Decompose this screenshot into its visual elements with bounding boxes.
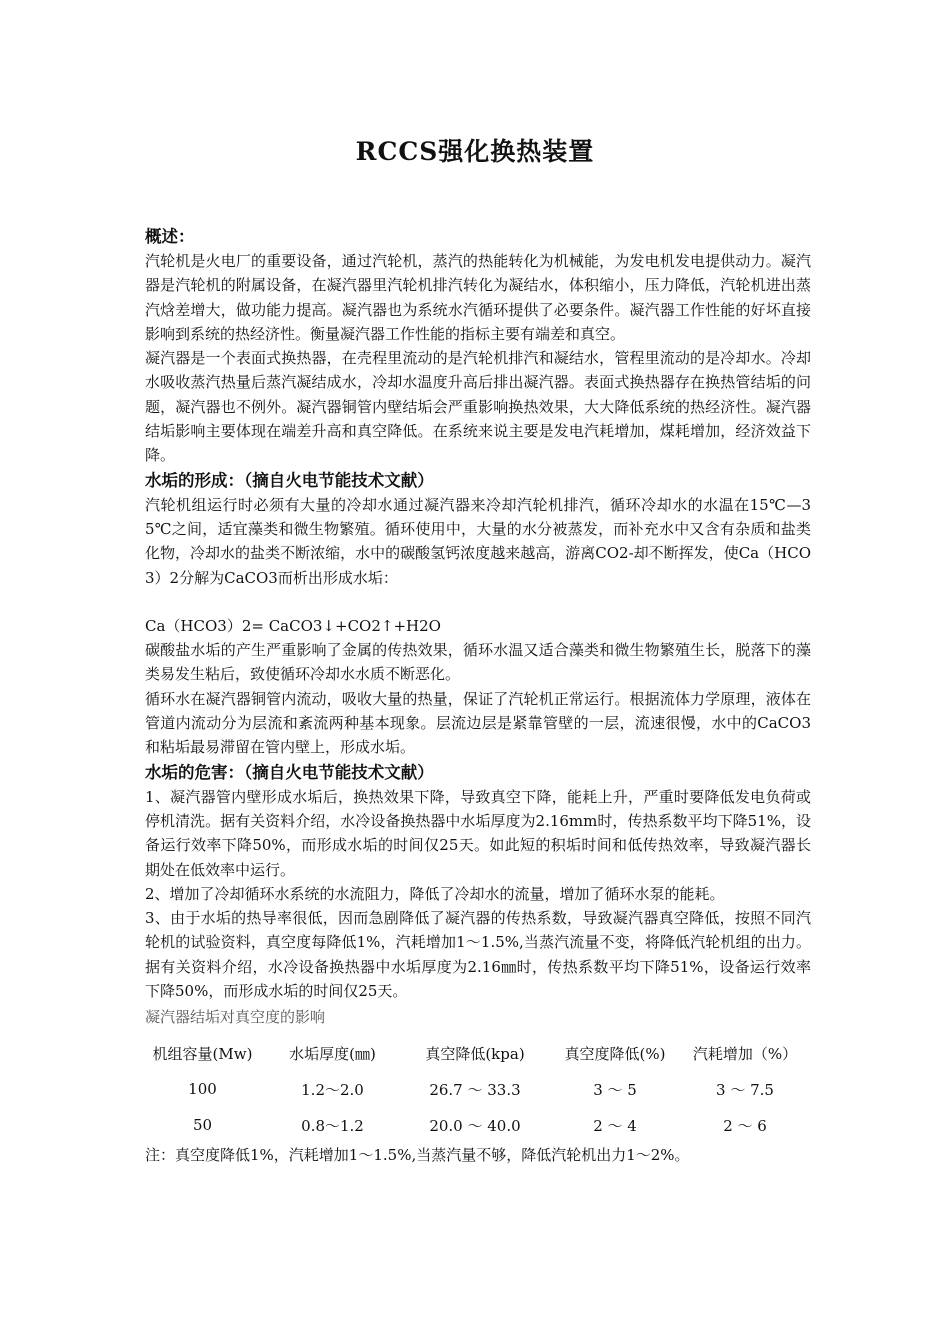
table-cell: 3 ～ 5 [593, 1080, 637, 1099]
harm-item-3: 3、由于水垢的热导率很低，因而急剧降低了凝汽器的传热系数，导致凝汽器真空降低，按照不同汽轮机的试验资料，真空度每降低1%，汽耗增加1～1.5%,当蒸汽流量不变，将降低汽轮机组的出力。据有关资料介绍，水冷设备换热器中水垢厚度为2.16㎜时，传热系数平均下降51%，设备运行效率下降50%，而形成水垢的时间仅25天。 [145, 909, 811, 1001]
table-cell: 50 [192, 1116, 213, 1135]
table-cell: 20.0 ～ 40.0 [429, 1116, 521, 1135]
table-cell: 2 ～ 6 [723, 1116, 767, 1135]
harm-heading: 水垢的危害：（摘自火电节能技术文献） [145, 762, 434, 782]
document-body [145, 224, 811, 1167]
table-cell: 1.2～2.0 [301, 1080, 364, 1099]
table-row [145, 1071, 805, 1107]
formation-paragraph-3: 循环水在凝汽器铜管内流动，吸收大量的热量，保证了汽轮机正常运行。根据流体力学原理，液体在管道内流动分为层流和紊流两种基本现象。层流边层是紧靠管壁的一层，流速很慢，水中的CaCO3和粘垢最易滞留在管内壁上，形成水垢。 [145, 689, 811, 757]
overview-heading: 概述： [145, 227, 195, 246]
formation-paragraph-1: 汽轮机组运行时必须有大量的冷却水通过凝汽器来冷却汽轮机排汽，循环冷却水的水温在15℃—35℃之间，适宜藻类和微生物繁殖。循环使用中，大量的水分被蒸发，而补充水中又含有杂质和盐类化物，冷却水的盐类不断浓缩，水中的碳酸氢钙浓度越来越高，游离CO2-却不断挥发，使Ca（HCO3）2分解为CaCO3而析出形成水垢： [145, 495, 811, 587]
table-row [145, 1107, 805, 1143]
formation-heading: 水垢的形成：（摘自火电节能技术文献） [145, 470, 434, 490]
formation-paragraph-2: 碳酸盐水垢的产生严重影响了金属的传热效果，循环水温又适合藻类和微生物繁殖生长，脱落下的藻类易发生粘后，致使循环冷却水水质不断恶化。 [145, 641, 811, 684]
table-cell: 3 ～ 7.5 [716, 1080, 774, 1099]
table-cell: 2 ～ 4 [593, 1116, 637, 1135]
harm-item-1: 1、凝汽器管内壁形成水垢后，换热效果下降，导致真空下降，能耗上升，严重时要降低发电负荷或停机清洗。据有关资料介绍，水冷设备换热器中水垢厚度为2.16mm时，传热系数平均下降51%，设备运行效率下降50%，而形成水垢的时间仅25天。如此短的积垢时间和低传热效率，导致凝汽器长期处在低效率中运行。 [145, 787, 811, 879]
document-title: RCCS强化换热装置 [355, 137, 595, 166]
overview-paragraph-1: 汽轮机是火电厂的重要设备，通过汽轮机，蒸汽的热能转化为机械能，为发电机发电提供动力。凝汽器是汽轮机的附属设备，在凝汽器里汽轮机排汽转化为凝结水，体积缩小，压力降低，汽轮机进出蒸汽焓差增大，做功能力提高。凝汽器也为系统水汽循环提供了必要条件。凝汽器工作性能的好坏直接影响到系统的热经济性。衡量凝汽器工作性能的指标主要有端差和真空。 [145, 252, 811, 343]
table-header-cell: 汽耗增加（%） [692, 1044, 798, 1063]
table-header-cell: 真空度降低(%) [564, 1044, 666, 1063]
table-header-cell: 水垢厚度(㎜) [289, 1044, 376, 1063]
table-cell: 100 [188, 1080, 217, 1099]
vacuum-impact-table [145, 1035, 805, 1143]
chemical-equation: Ca（HCO3）2= CaCO3↓+CO2↑+H2O [145, 616, 441, 635]
table-header-cell: 真空降低(kpa) [425, 1044, 525, 1063]
table-caption: 凝汽器结垢对真空度的影响 [145, 1008, 326, 1027]
table-note: 注：真空度降低1%，汽耗增加1～1.5%,当蒸汽量不够，降低汽轮机出力1～2%。 [145, 1146, 690, 1165]
table-header-cell: 机组容量(Mw) [152, 1044, 253, 1063]
harm-item-2: 2、增加了冷却循环水系统的水流阻力，降低了冷却水的流量，增加了循环水泵的能耗。 [145, 884, 725, 903]
overview-paragraph-2: 凝汽器是一个表面式换热器，在壳程里流动的是汽轮机排汽和凝结水，管程里流动的是冷却水。冷却水吸收蒸汽热量后蒸汽凝结成水，冷却水温度升高后排出凝汽器。表面式换热器存在换热管结垢的问题，凝汽器也不例外。凝汽器铜管内壁结垢会严重影响换热效果，大大降低系统的热经济性。凝汽器结垢影响主要体现在端差升高和真空降低。在系统来说主要是发电汽耗增加，煤耗增加，经济效益下降。 [145, 349, 811, 465]
table-cell: 0.8～1.2 [301, 1116, 364, 1135]
blank-line [145, 590, 811, 614]
table-cell: 26.7 ～ 33.3 [429, 1080, 521, 1099]
table-header-row [145, 1035, 805, 1071]
